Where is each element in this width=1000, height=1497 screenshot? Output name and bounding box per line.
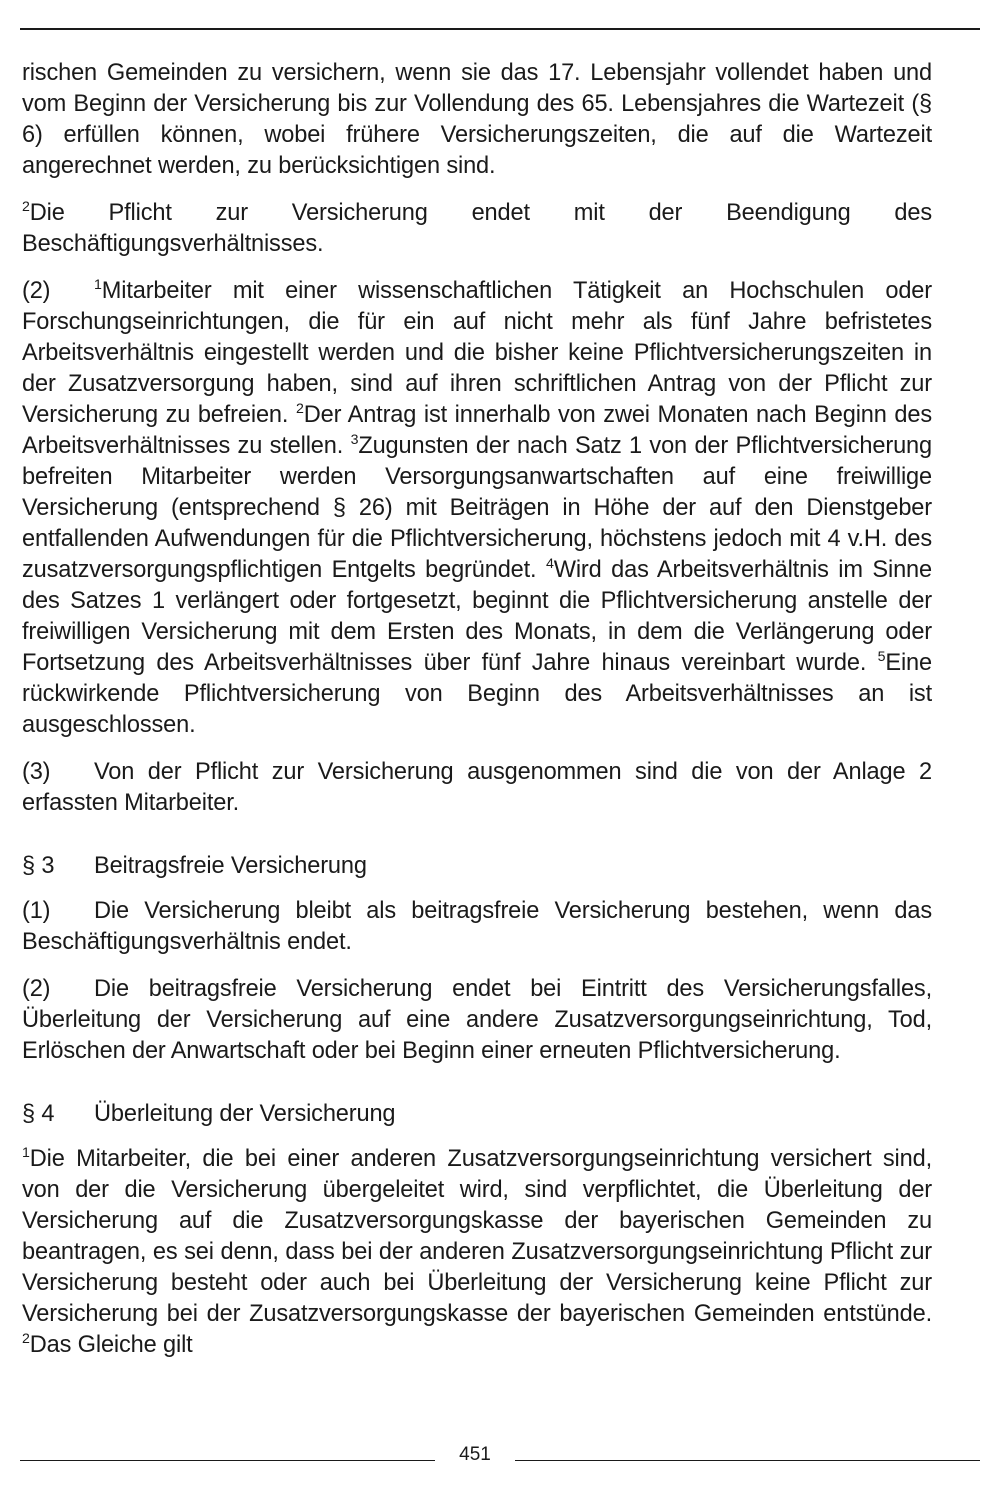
sentence-number: 3	[350, 431, 359, 448]
section-heading-3	[22, 851, 932, 882]
sentence-text: Das Gleiche gilt	[29, 1332, 193, 1358]
sentence-number: 2	[295, 400, 304, 417]
sentence-number: 1	[22, 1144, 30, 1161]
sec3-paragraph-2	[22, 974, 932, 1067]
sentence-text: Eine rückwirkende Pflichtversicherung von Beginn des Arbeitsverhältnisses an ist ausgeschlossen.	[22, 650, 932, 738]
paragraph-number: (2)	[22, 278, 51, 304]
sentence-number: 1	[94, 276, 102, 293]
section-title: Überleitung der Versicherung	[94, 1101, 396, 1127]
section-title: Beitragsfreie Versicherung	[94, 853, 367, 879]
top-rule	[20, 28, 980, 30]
paragraph-number: (2)	[22, 976, 51, 1002]
sentence-number: 2	[22, 1330, 30, 1347]
paragraph-text: Von der Pflicht zur Versicherung ausgenommen sind die von der Anlage 2 erfassten Mitarbeiter.	[22, 759, 932, 816]
sec4-paragraph	[22, 1144, 932, 1361]
page-footer	[20, 1442, 980, 1472]
paragraph-2	[22, 276, 932, 741]
paragraph-text: rischen Gemeinden zu versichern, wenn sie das 17. Lebensjahr vollendet haben und vom Beginn der Versicherung bis zur Vollendung des 65. Lebensjahres die Wartezeit (§ 6) erfüllen können, wobei frühere Versicherungszeiten, die auf die Wartezeit angerechnet werden, zu berücksichtigen sind.	[22, 60, 932, 179]
footer-rule-left	[20, 1460, 435, 1461]
sentence-number: 2	[22, 198, 30, 215]
sentence-text: Mitarbeiter mit einer wissenschaftlichen Tätigkeit an Hochschulen oder Forschungseinrichtungen, die für ein auf nicht mehr als fünf Jahre befristetes Arbeitsverhältnis eingestellt werden und die bisher keine Pflichtversicherungszeiten in der Zusatzversorgung haben, sind auf ihren schriftlichen Antrag von der Pflicht zur Versicherung zu befreien.	[22, 278, 932, 428]
paragraph-text: Die beitragsfreie Versicherung endet bei Eintritt des Versicherungsfalles, Überleitung der Versicherung auf eine andere Zusatzversorgungseinrichtung, Tod, Erlöschen der Anwartschaft oder bei Beginn einer erneuten Pflichtversicherung.	[22, 976, 932, 1064]
sentence-text: Wird das Arbeitsverhältnis im Sinne des Satzes 1 verlängert oder fortgesetzt, beginnt die Pflichtversicherung anstelle der freiwilligen Versicherung mit dem Ersten des Monats, in dem die Verlängerung oder Fortsetzung des Arbeitsverhältnisses über fünf Jahre hinaus vereinbart wurde.	[22, 557, 932, 676]
paragraph-sentence-2	[22, 198, 932, 260]
paragraph-number: (3)	[22, 759, 51, 785]
sentence-text: Die Mitarbeiter, die bei einer anderen Zusatzversorgungseinrichtung versichert sind, von der die Versicherung übergeleitet wird, sind verpflichtet, die Überleitung der Versicherung auf die Zusatzversorgungskasse der bayerischen Gemeinden zu beantragen, es sei denn, dass bei der anderen Zusatzversorgungseinrichtung Pflicht zur Versicherung besteht oder auch bei Überleitung der Versicherung keine Pflicht zur Versicherung bei der Zusatzversorgungskasse der bayerischen Gemeinden entstünde.	[22, 1146, 932, 1327]
page-number: 451	[459, 1444, 491, 1465]
sentence-number: 5	[877, 648, 886, 665]
sec3-paragraph-1	[22, 896, 932, 958]
paragraph-text: Die Pflicht zur Versicherung endet mit der Beendigung des Beschäftigungsverhältnisses.	[22, 200, 932, 257]
section-heading-4	[22, 1099, 932, 1130]
section-number: § 3	[22, 853, 55, 879]
sentence-number: 4	[545, 555, 554, 572]
page-body	[22, 58, 932, 1377]
sentence-text: Der Antrag ist innerhalb von zwei Monaten nach Beginn des Arbeitsverhältnisses zu stellen.	[22, 402, 932, 459]
paragraph-continuation	[22, 58, 932, 182]
section-number: § 4	[22, 1101, 55, 1127]
paragraph-3	[22, 757, 932, 819]
footer-rule-right	[515, 1460, 980, 1461]
paragraph-number: (1)	[22, 898, 51, 924]
sentence-text: Zugunsten der nach Satz 1 von der Pflichtversicherung befreiten Mitarbeiter werden Versorgungsanwartschaften auf eine freiwillige Versicherung (entsprechend § 26) mit Beiträgen in Höhe der auf den Dienstgeber entfallenden Aufwendungen für die Pflichtversicherung, höchstens jedoch mit 4 v.H. des zusatzversorgungspflichtigen Entgelts begründet.	[22, 433, 932, 583]
paragraph-text: Die Versicherung bleibt als beitragsfreie Versicherung bestehen, wenn das Beschäftigungsverhältnis endet.	[22, 898, 932, 955]
